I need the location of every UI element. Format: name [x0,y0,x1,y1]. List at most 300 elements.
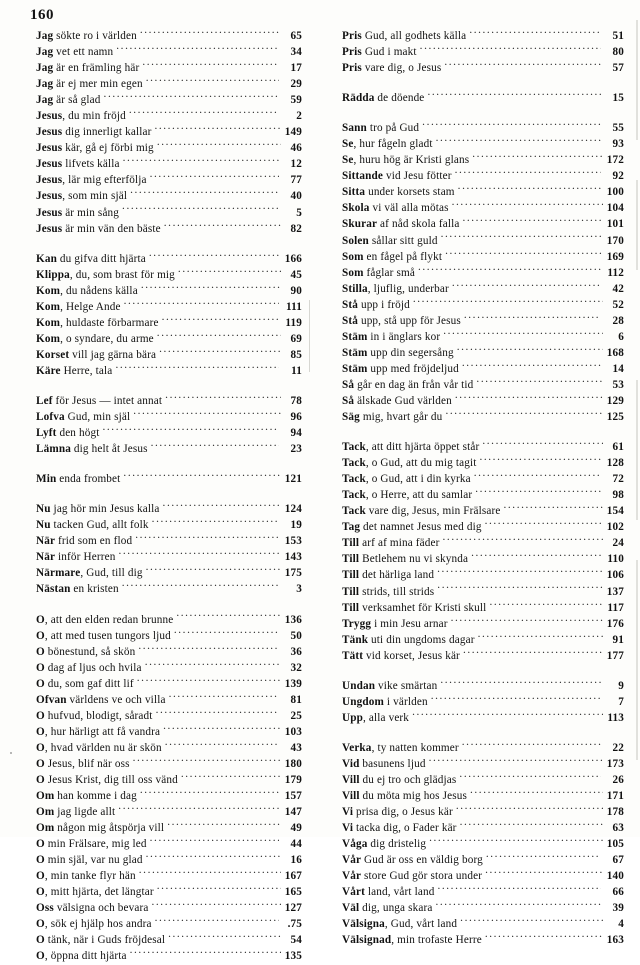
entry-title-rest: dig dristelig [367,838,427,851]
entry-title [342,932,482,948]
entry-title [36,724,160,740]
entry-title-lead-word: O [36,918,45,931]
index-entry[interactable] [342,200,624,216]
index-entry[interactable] [342,932,624,948]
index-entry[interactable] [36,156,302,172]
entry-hymn-number: 166 [284,252,302,265]
index-entry[interactable] [342,329,624,345]
entry-hymn-number: 90 [290,284,302,297]
entry-title-lead-word: O [36,645,45,658]
entry-title-rest: mig, hvart går du [359,411,443,424]
index-entry[interactable] [342,44,624,60]
dot-leader [157,331,281,342]
entry-title-lead-word: O [36,677,45,690]
entry-title-rest: , ty natten kommer [371,741,459,754]
index-entry[interactable] [36,628,302,644]
entry-title-lead-word: Verka [342,741,372,754]
entry-title-rest: enda frombet [56,473,121,486]
dot-leader [138,644,279,655]
index-entry[interactable] [36,756,302,772]
entry-hymn-number: .75 [287,918,302,931]
entry-hymn-number: 6 [618,330,624,343]
dot-leader [150,836,279,847]
entry-title [36,612,173,628]
entry-title [342,710,409,726]
entry-title-lead-word: O [36,838,45,851]
entry-hymn-number: 175 [284,567,302,580]
dot-leader [103,425,280,436]
index-entry[interactable] [36,517,302,533]
entry-title-lead-word: Vi [342,806,354,819]
index-entry[interactable] [342,694,624,710]
index-entry[interactable] [36,140,302,156]
entry-hymn-number: 170 [606,234,624,247]
index-entry[interactable] [36,299,302,315]
entry-title-rest: af nåd skola falla [377,218,460,231]
dot-leader [178,267,281,278]
index-entry[interactable] [36,44,302,60]
index-entry[interactable] [36,724,302,740]
dot-leader [118,549,281,560]
entry-title-rest: någon mig åtspörja vill [54,822,165,835]
entry-title-rest: strids, till strids [359,585,435,598]
entry-title [36,441,148,457]
index-entry[interactable] [342,377,624,393]
dot-leader [167,820,281,831]
entry-title-rest: är ej mer min egen [53,78,143,91]
entry-title [342,471,471,487]
entry-hymn-number: 15 [612,92,624,105]
entry-hymn-number: 137 [606,585,624,598]
index-entry[interactable] [36,188,302,204]
index-entry[interactable] [342,455,624,471]
entry-title-rest: inför Herren [55,551,116,564]
index-entry[interactable] [36,108,302,124]
entry-title-rest: upp din segersång [367,346,454,359]
dot-leader [451,616,603,627]
index-entry[interactable] [342,551,624,567]
entry-title [342,740,459,756]
entry-hymn-number: 92 [612,170,624,183]
entry-title-lead-word: Upp [342,711,363,724]
entry-title-lead-word: Lofva [36,411,65,424]
entry-title-rest: en fågel på flykt [363,250,443,263]
entry-title-rest: , o Gud, att i din kyrka [365,473,471,486]
dot-leader [455,393,603,404]
entry-hymn-number: 106 [606,569,624,582]
entry-title [36,660,142,676]
entry-hymn-number: 165 [284,886,302,899]
entry-hymn-number: 154 [606,505,624,518]
entry-title [342,632,475,648]
dot-leader [168,932,281,943]
index-entry[interactable] [342,900,624,916]
index-entry[interactable] [36,76,302,92]
dot-leader [485,932,603,943]
index-entry[interactable] [36,267,302,283]
index-entry[interactable] [36,283,302,299]
entry-title [342,600,486,616]
entry-title [36,140,154,156]
index-entry[interactable] [36,425,302,441]
entry-title-rest: , som min själ [62,190,128,203]
index-entry[interactable] [36,501,302,517]
entry-title-rest: dig innerligt kallar [62,126,152,139]
entry-title-lead-word: O [36,757,45,770]
entry-title [342,503,501,519]
dot-leader [130,948,281,959]
dot-leader [422,120,603,131]
index-entry[interactable] [36,788,302,804]
index-group-u [342,678,624,726]
entry-hymn-number: 119 [285,316,302,329]
dot-leader [135,533,281,544]
entry-title [36,28,137,44]
index-entry[interactable] [36,916,302,932]
index-entry[interactable] [36,549,302,565]
dot-leader [459,772,601,783]
index-entry[interactable] [36,221,302,237]
entry-title-lead-word: Jag [36,46,54,59]
dot-leader [475,487,603,498]
entry-hymn-number: 22 [612,741,624,754]
index-entry[interactable] [342,28,624,44]
index-entry[interactable] [342,567,624,583]
index-entry[interactable] [342,393,624,409]
index-entry[interactable] [36,28,302,44]
index-entry[interactable] [342,90,624,106]
index-entry[interactable] [342,249,624,265]
entry-title-lead-word: Ungdom [342,695,384,708]
entry-title-rest: , alla verk [362,711,410,724]
index-entry[interactable] [342,648,624,664]
entry-title-lead-word: Tack [342,473,366,486]
index-entry[interactable] [342,519,624,535]
entry-title-rest: , Gud, till dig [80,567,143,580]
index-entry[interactable] [36,692,302,708]
entry-hymn-number: 91 [612,633,624,646]
entry-title [342,535,440,551]
dot-leader [146,76,279,87]
index-entry[interactable] [36,820,302,836]
index-entry[interactable] [342,710,624,726]
index-entry[interactable] [36,471,302,487]
entry-title-lead-word: Till [342,601,360,614]
index-entry[interactable] [342,820,624,836]
entry-title [342,377,473,393]
entry-title-rest: , huru hög är Kristi glans [353,154,470,167]
index-entry[interactable] [342,756,624,772]
index-entry[interactable] [342,868,624,884]
index-entry[interactable] [36,441,302,457]
index-entry[interactable] [342,804,624,820]
dot-leader [163,501,281,512]
entry-title-lead-word: Kom [36,300,61,313]
entry-hymn-number: 17 [290,62,302,75]
entry-title [342,313,461,329]
entry-title-rest: , hur härligt att få vandra [44,725,161,738]
index-entry[interactable] [36,852,302,868]
entry-hymn-number: 19 [290,519,302,532]
entry-title [36,267,175,283]
index-entry[interactable] [36,804,302,820]
dot-leader [452,281,601,292]
index-entry[interactable] [342,836,624,852]
index-entry[interactable] [342,439,624,455]
entry-title [36,471,120,487]
dot-leader [115,363,279,374]
entry-title-lead-word: Så [342,378,355,391]
index-entry[interactable] [36,533,302,549]
entry-hymn-number: 50 [290,629,302,642]
dot-leader [412,710,603,721]
index-group-k [36,251,302,379]
entry-hymn-number: 110 [607,553,624,566]
index-column-left [0,28,320,963]
index-entry[interactable] [36,363,302,379]
entry-title [342,136,433,152]
entry-title-lead-word: O [36,661,45,674]
entry-title-rest: under korsets stam [365,186,455,199]
index-entry[interactable] [36,315,302,331]
entry-title-lead-word: Närmare [36,567,81,580]
entry-hymn-number: 53 [612,378,624,391]
index-entry[interactable] [36,948,302,964]
entry-title-lead-word: Jag [36,78,54,91]
entry-hymn-number: 40 [290,190,302,203]
entry-title [36,44,113,60]
entry-title [342,233,438,249]
dot-leader [485,519,603,530]
entry-hymn-number: 5 [296,206,302,219]
entry-title-rest: , sök ej hjälp hos andra [44,918,152,931]
entry-title [36,740,162,756]
entry-title-rest: arf af mina fäder [359,537,440,550]
dot-leader [124,299,279,310]
index-entry[interactable] [342,136,624,152]
index-entry[interactable] [342,60,624,76]
entry-title [36,788,137,804]
entry-title-lead-word: Min [36,473,57,486]
entry-title-lead-word: Jesus [36,158,63,171]
entry-title [342,820,457,836]
entry-title-lead-word: Stäm [342,346,368,359]
entry-hymn-number: 43 [290,741,302,754]
index-entry[interactable] [36,612,302,628]
dot-leader [164,221,281,232]
entry-title-lead-word: Undan [342,679,376,692]
index-entry[interactable] [342,345,624,361]
dot-leader [456,804,603,815]
dot-leader [482,439,603,450]
dot-leader [460,820,603,831]
index-entry[interactable] [36,393,302,409]
index-entry[interactable] [342,361,624,377]
entry-hymn-number: 143 [284,551,302,564]
entry-title-lead-word: Lef [36,394,53,407]
entry-title-rest: vi väl alla mötas [369,202,449,215]
dot-leader [154,124,281,135]
index-entry[interactable] [342,503,624,519]
index-entry[interactable] [36,644,302,660]
entry-hymn-number: 125 [606,411,624,424]
entry-hymn-number: 127 [284,902,302,915]
entry-title-lead-word: Nästan [36,583,71,596]
index-entry[interactable] [342,471,624,487]
entry-title-lead-word: Jesus [36,110,63,123]
index-entry[interactable] [342,281,624,297]
entry-hymn-number: 93 [612,138,624,151]
index-entry[interactable] [36,92,302,108]
entry-hymn-number: 113 [607,711,624,724]
dot-leader [152,517,279,528]
entry-title-rest: , o Herre, att du samlar [365,489,473,502]
index-entry[interactable] [36,900,302,916]
entry-hymn-number: 105 [606,838,624,851]
index-entry[interactable] [36,660,302,676]
index-entry[interactable] [342,120,624,136]
entry-title [36,205,119,221]
entry-title [36,533,132,549]
index-entry[interactable] [36,932,302,948]
entry-hymn-number: 167 [284,870,302,883]
index-entry[interactable] [342,487,624,503]
index-entry[interactable] [342,600,624,616]
entry-title-lead-word: Till [342,537,360,550]
index-entry[interactable] [36,347,302,363]
index-entry[interactable] [342,216,624,232]
index-entry[interactable] [342,152,624,168]
entry-title-rest: kär, gå ej förbi mig [62,142,154,155]
dot-leader [139,868,281,879]
entry-title-lead-word: O [36,950,45,963]
index-entry[interactable] [342,168,624,184]
index-entry[interactable] [342,297,624,313]
dot-leader [485,868,603,879]
entry-title [36,188,127,204]
entry-title-rest: vid Jesu fötter [383,170,452,183]
index-entry[interactable] [342,884,624,900]
index-entry[interactable] [342,788,624,804]
index-entry[interactable] [36,565,302,581]
entry-hymn-number: 81 [290,693,302,706]
index-entry[interactable] [342,678,624,694]
entry-hymn-number: 178 [606,806,624,819]
index-entry[interactable] [36,124,302,140]
entry-title [36,565,143,581]
entry-title-rest: vid korset, Jesus kär [363,649,460,662]
index-entry[interactable] [342,852,624,868]
index-entry[interactable] [342,632,624,648]
entry-title-rest: Betlehem nu vi skynda [359,553,469,566]
dot-leader [462,740,601,751]
index-entry[interactable] [36,836,302,852]
entry-hymn-number: 63 [612,822,624,835]
entry-title-lead-word: Trygg [342,617,372,630]
entry-title [342,678,437,694]
entry-title-lead-word: Nu [36,519,51,532]
index-entry[interactable] [342,409,624,425]
entry-title-lead-word: Tack [342,489,366,502]
entry-title [342,884,434,900]
index-entry[interactable] [342,772,624,788]
index-entry[interactable] [342,313,624,329]
index-entry[interactable] [342,616,624,632]
entry-title [36,76,143,92]
index-entry[interactable] [36,708,302,724]
entry-hymn-number: 69 [290,332,302,345]
entry-title [342,152,469,168]
dot-leader [429,756,603,767]
entry-title-lead-word: Sittande [342,170,383,183]
entry-title-lead-word: Kom [36,316,61,329]
index-entry[interactable] [342,740,624,756]
index-entry[interactable] [36,740,302,756]
entry-hymn-number: 171 [606,790,624,803]
dot-leader [129,108,279,119]
entry-title-rest: det härliga land [359,569,435,582]
dot-leader [142,60,279,71]
index-entry[interactable] [342,233,624,249]
index-entry[interactable] [342,584,624,600]
index-entry[interactable] [36,772,302,788]
entry-title [36,409,130,425]
dot-leader [150,172,279,183]
index-group-t [342,439,624,664]
index-entry[interactable] [342,184,624,200]
dot-leader [123,156,279,167]
entry-title-rest: , o Gud, att du mig tagit [365,457,477,470]
entry-title-rest: , min tanke flyr hän [44,870,136,883]
index-entry[interactable] [36,581,302,597]
entry-hymn-number: 36 [290,645,302,658]
entry-title-rest: de döende [374,92,425,105]
index-entry[interactable] [36,884,302,900]
index-entry[interactable] [36,409,302,425]
index-entry[interactable] [36,251,302,267]
entry-title-lead-word: Sann [342,122,367,135]
dot-leader [174,628,279,639]
entry-title-lead-word: Stilla [342,282,368,295]
index-entry[interactable] [36,205,302,221]
entry-title [342,455,476,471]
entry-title [36,916,152,932]
entry-title-rest: min Frälsare, mig led [44,838,147,851]
index-entry[interactable] [36,868,302,884]
entry-title-rest: upp, stå upp för Jesus [358,314,461,327]
dot-leader [420,44,601,55]
index-entry[interactable] [342,265,624,281]
entry-title-rest: du möta mig hos Jesus [359,790,468,803]
dot-leader [443,535,603,546]
entry-hymn-number: 28 [612,314,624,327]
index-entry[interactable] [36,676,302,692]
dot-leader [130,188,279,199]
dot-leader [427,90,601,101]
entry-title-lead-word: O [36,725,45,738]
entry-title [342,361,459,377]
index-entry[interactable] [342,535,624,551]
dot-leader [455,168,601,179]
index-entry[interactable] [342,916,624,932]
index-entry[interactable] [36,331,302,347]
entry-title-lead-word: Käre [36,364,61,377]
entry-title-rest: verksamhet för Kristi skull [359,601,487,614]
index-entry[interactable] [36,60,302,76]
entry-title-lead-word: Så [342,394,355,407]
index-entry[interactable] [36,172,302,188]
entry-title-lead-word: Pris [342,62,362,75]
